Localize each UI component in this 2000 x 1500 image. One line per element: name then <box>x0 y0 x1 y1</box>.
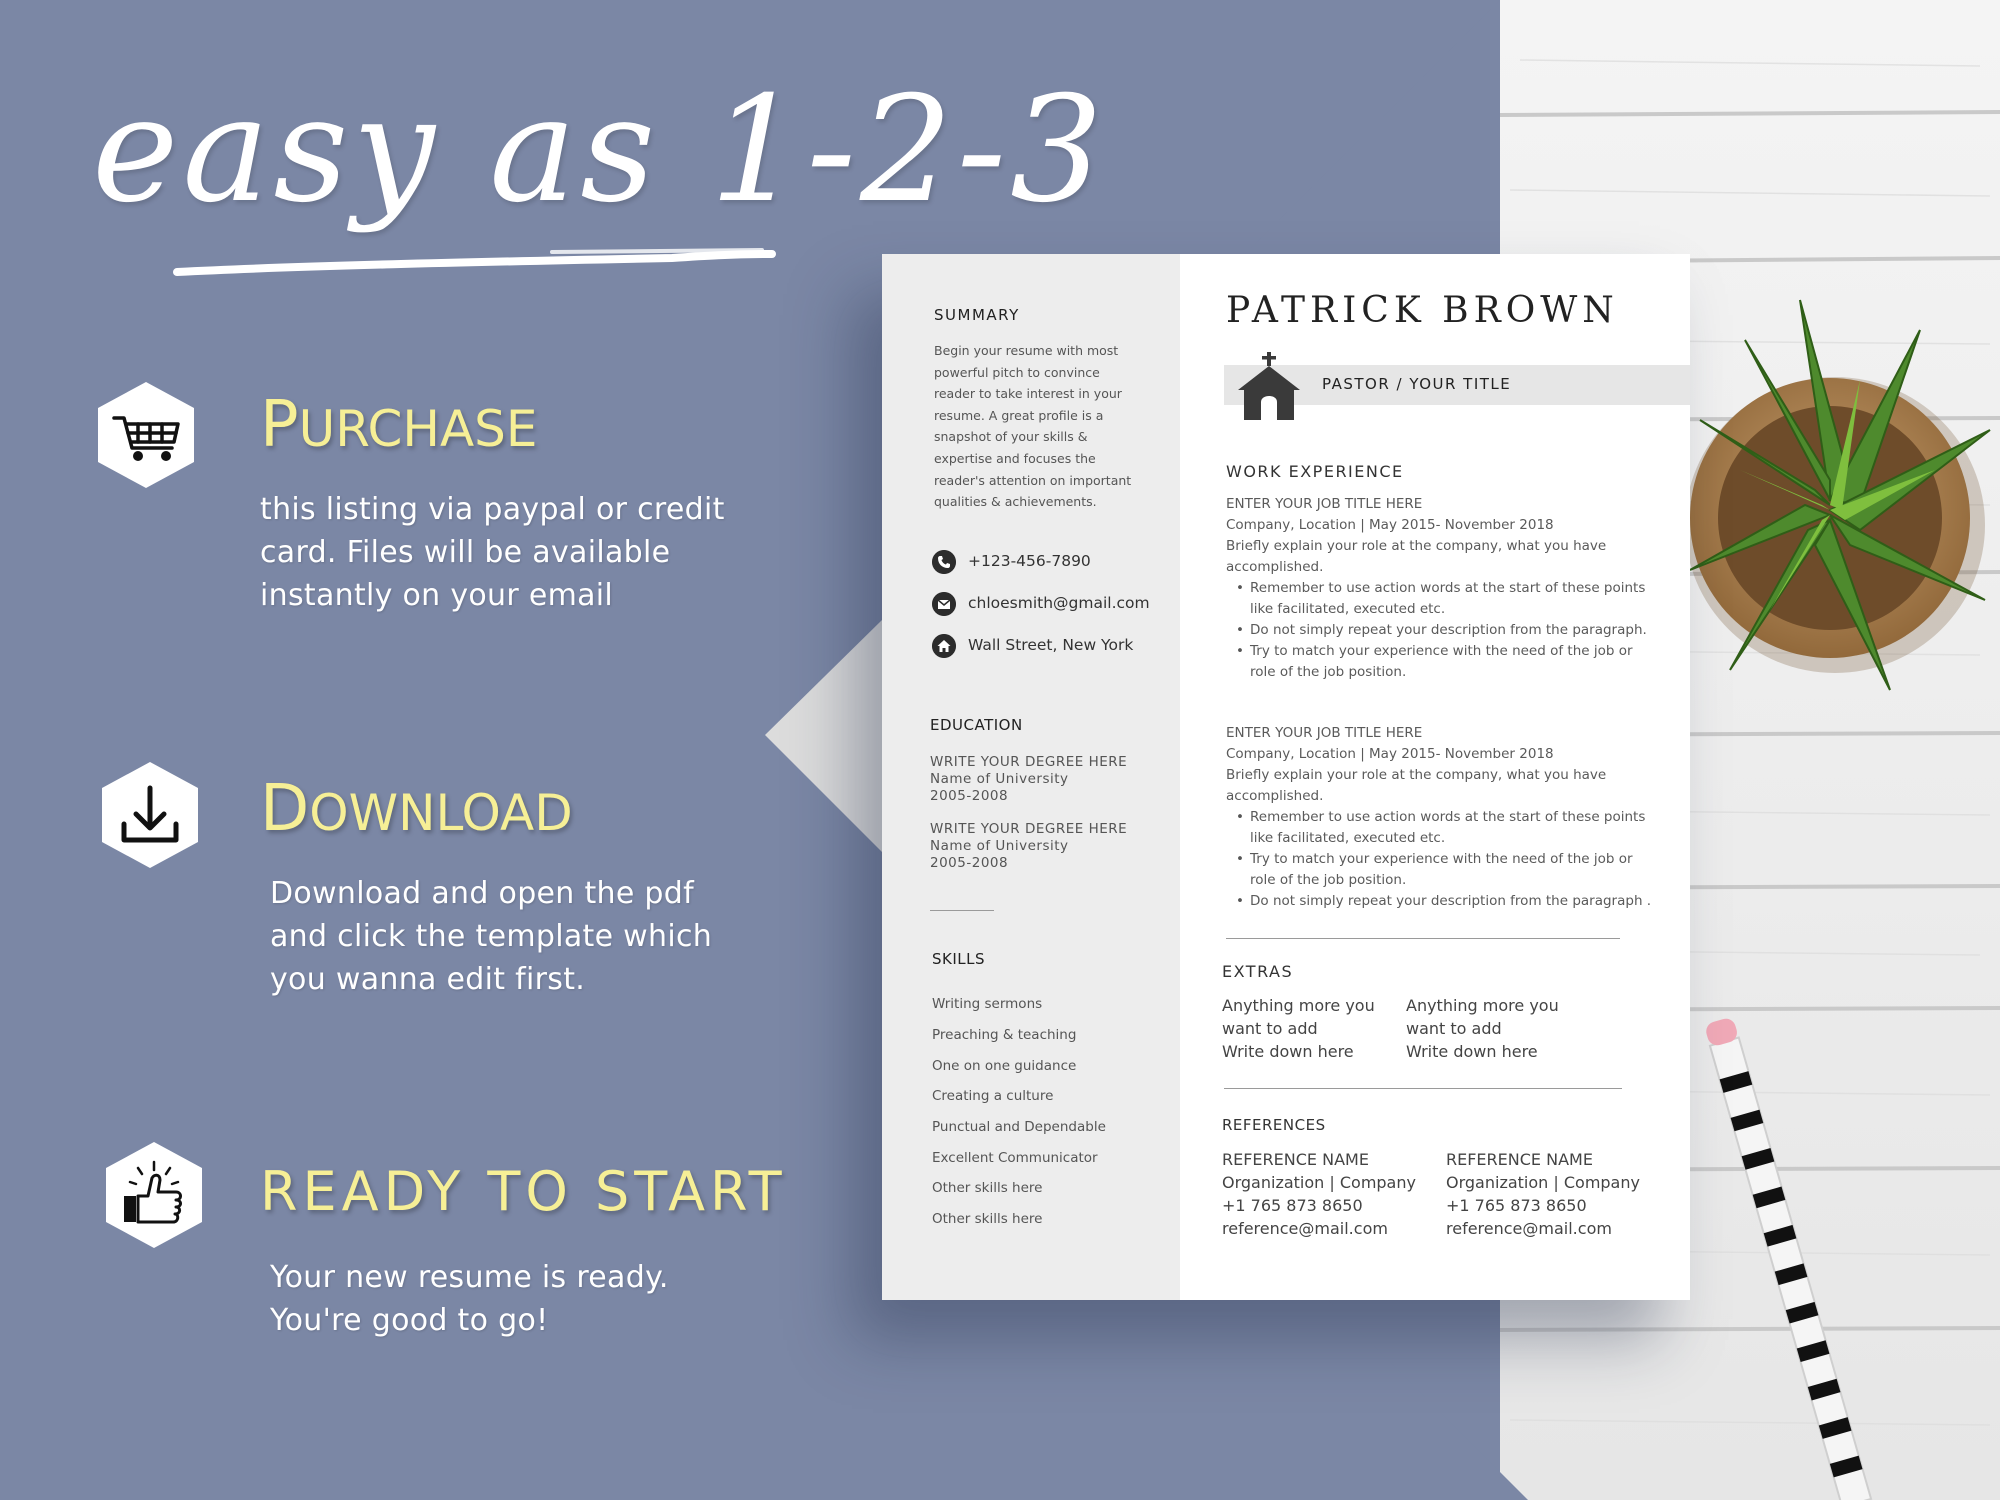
ready-description: Your new resume is ready. You're good to go! <box>270 1260 669 1338</box>
skill-item: Other skills here <box>932 1180 1043 1196</box>
home-icon <box>932 634 956 658</box>
work-experience-heading: WORK EXPERIENCE <box>1226 462 1404 481</box>
download-title: DOWNLOAD <box>260 772 573 846</box>
headline-underline <box>172 240 782 280</box>
education-item: WRITE YOUR DEGREE HERE Name of University 2005-2008 <box>930 821 1128 871</box>
download-icon <box>98 760 202 870</box>
purchase-description: this listing via paypal or credit card. Files will be available instantly on your email <box>260 492 725 613</box>
purchase-title: PURCHASE <box>260 388 538 462</box>
education-heading: EDUCATION <box>930 716 1023 734</box>
extras-item: Anything more you want to add Write down here <box>1222 996 1375 1061</box>
church-icon <box>1234 350 1304 422</box>
skill-item: Preaching & teaching <box>932 1027 1077 1043</box>
shopping-cart-icon <box>94 380 198 490</box>
headline <box>92 50 1152 280</box>
resume-preview <box>882 254 1690 1300</box>
section-divider <box>1224 1088 1622 1089</box>
email-text: chloesmith@gmail.com <box>968 594 1150 612</box>
address-text: Wall Street, New York <box>968 636 1134 654</box>
phone-text: +123-456-7890 <box>968 552 1091 570</box>
job-bullet: • Remember to use action words at the start of these points like facilitated, executed etc. <box>1226 578 1656 620</box>
ready-title: READY TO START <box>260 1160 787 1223</box>
pencil <box>1704 1016 1871 1500</box>
reference-item: REFERENCE NAME Organization | Company +1 765 873 8650 reference@mail.com <box>1446 1150 1640 1238</box>
job-bullet: • Try to match your experience with the need of the job or role of the job position. <box>1226 641 1656 683</box>
skill-item: Excellent Communicator <box>932 1150 1098 1166</box>
potted-plant <box>1685 300 1990 690</box>
job-bullet: • Do not simply repeat your description from the paragraph . <box>1226 891 1656 912</box>
reference-item: REFERENCE NAME Organization | Company +1 765 873 8650 reference@mail.com <box>1222 1150 1416 1238</box>
phone-icon <box>932 550 956 574</box>
resume-name: PATRICK BROWN <box>1226 290 1619 331</box>
resume-job-title: PASTOR / YOUR TITLE <box>1322 375 1512 393</box>
thumbs-up-icon <box>102 1140 206 1250</box>
sidebar-divider <box>930 910 994 911</box>
skill-item: Punctual and Dependable <box>932 1119 1106 1135</box>
extras-heading: EXTRAS <box>1222 962 1294 981</box>
email-icon <box>932 592 956 616</box>
skills-heading: SKILLS <box>932 950 986 968</box>
headline-text: easy as 1-2-3 <box>92 65 1107 235</box>
job-bullet: • Try to match your experience with the need of the job or role of the job position. <box>1226 849 1656 891</box>
skill-item: One on one guidance <box>932 1058 1077 1074</box>
extras-item: Anything more you want to add Write down here <box>1406 996 1559 1061</box>
education-item: WRITE YOUR DEGREE HERE Name of University 2005-2008 <box>930 754 1128 804</box>
summary-heading: SUMMARY <box>934 306 1020 324</box>
job-bullet: • Remember to use action words at the start of these points like facilitated, executed etc. <box>1226 807 1656 849</box>
skill-item: Other skills here <box>932 1211 1043 1227</box>
job-entry: ENTER YOUR JOB TITLE HERE Company, Location | May 2015- November 2018 Briefly explain your role at the company, what you have accomplished. • Remember to use action words at the start of these points like facilitated, executed etc. • Do not simply repeat your description from the paragraph. • Try to match your experience with the need of the job or role of the job position. <box>1226 494 1656 683</box>
job-entry: ENTER YOUR JOB TITLE HERE Company, Location | May 2015- November 2018 Briefly explain your role at the company, what you have accomplished. • Remember to use action words at the start of these points like facilitated, executed etc. • Try to match your experience with the need of the job or role of the job position. • Do not simply repeat your description from the paragraph . <box>1226 723 1656 912</box>
references-heading: REFERENCES <box>1222 1116 1326 1134</box>
job-bullet: • Do not simply repeat your description from the paragraph. <box>1226 620 1656 641</box>
summary-text: Begin your resume with most powerful pitch to convince reader to take interest in your resume. A great profile is a snapshot of your skills & expertise and focuses the reader's attention on important qualities & achievements. <box>934 343 1132 510</box>
section-divider <box>1226 938 1620 939</box>
download-description: Download and open the pdf and click the template which you wanna edit first. <box>270 876 713 997</box>
skill-item: Writing sermons <box>932 996 1043 1012</box>
skill-item: Creating a culture <box>932 1088 1054 1104</box>
